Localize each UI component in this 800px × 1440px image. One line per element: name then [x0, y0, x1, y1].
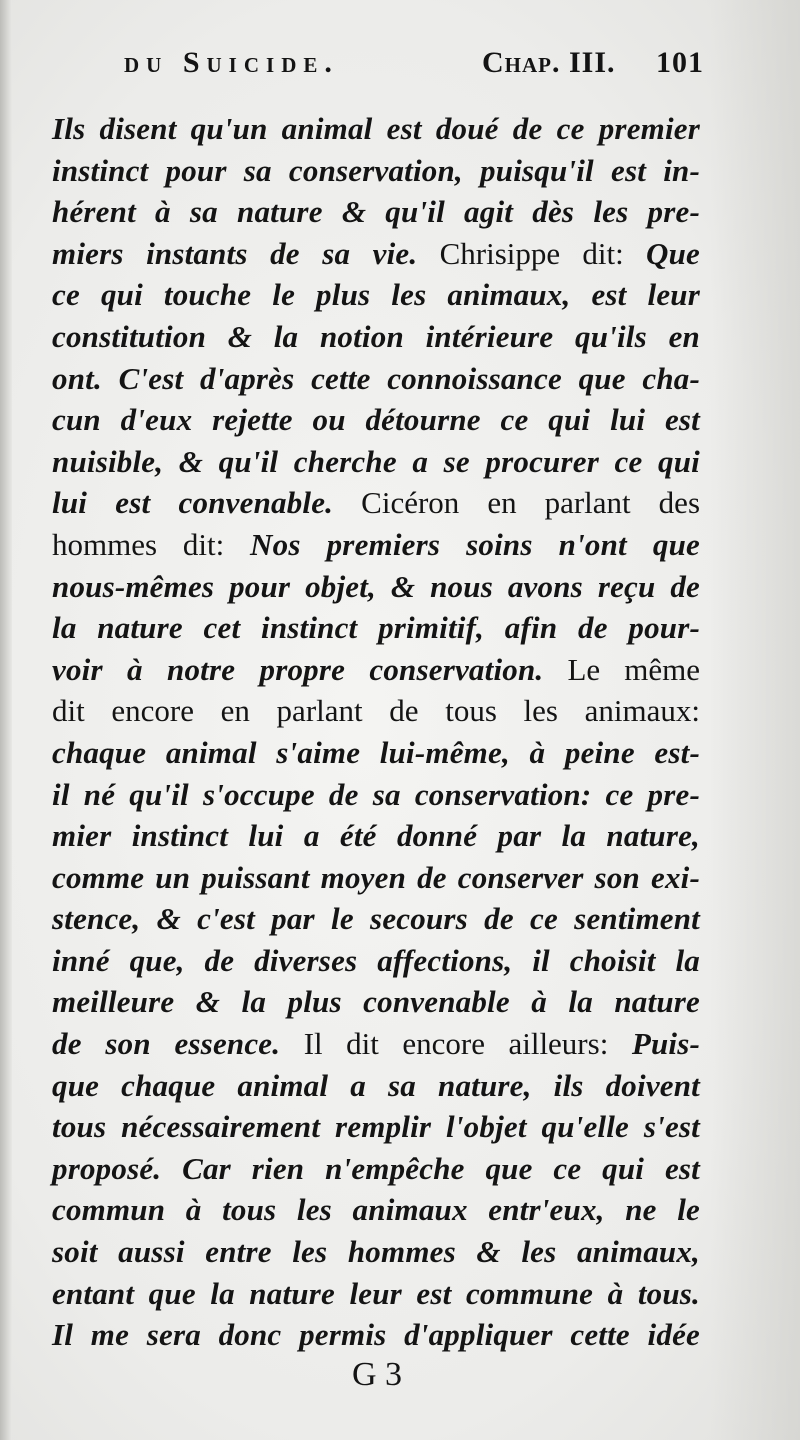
italic-text-segment: il né qu'il s'occupe de sa conservation: ce pre-	[52, 776, 700, 812]
text-line	[52, 690, 700, 732]
page-edge-shadow	[710, 0, 800, 1440]
italic-text-segment: Que	[646, 235, 701, 271]
roman-text-segment: Cicéron en parlant des	[333, 485, 701, 521]
italic-text-segment: inné que, de diverses affections, il choisit la	[52, 942, 700, 978]
roman-text-segment: Chrisippe dit:	[417, 235, 647, 271]
text-line	[52, 1065, 700, 1107]
text-line	[52, 857, 700, 899]
italic-text-segment: proposé. Car rien n'empêche que ce qui est	[52, 1150, 700, 1186]
italic-text-segment: nous-mêmes pour objet, & nous avons reçu de	[52, 568, 700, 604]
text-line	[52, 191, 700, 233]
italic-text-segment: Nos premiers soins n'ont que	[250, 526, 700, 562]
page-gutter-shadow	[0, 0, 12, 1440]
signature-mark: G 3	[352, 1356, 403, 1393]
text-line	[52, 108, 700, 150]
roman-text-segment: dit encore en parlant de tous les animaux:	[52, 693, 700, 729]
italic-text-segment: ce qui touche le plus les animaux, est leur	[52, 277, 700, 313]
italic-text-segment: hérent à sa nature & qu'il agit dès les pre-	[52, 194, 700, 230]
italic-text-segment: stence, & c'est par le secours de ce sentiment	[52, 901, 700, 937]
text-line	[52, 1189, 700, 1231]
italic-text-segment: mier instinct lui a été donné par la nature,	[52, 818, 700, 854]
roman-text-segment: Le même	[543, 651, 700, 687]
text-line	[52, 607, 700, 649]
page-number: 101	[656, 46, 704, 79]
italic-text-segment: soit aussi entre les hommes & les animaux,	[52, 1234, 700, 1270]
body-text	[52, 108, 700, 1356]
running-header	[50, 46, 710, 90]
text-line	[52, 482, 700, 524]
italic-text-segment: constitution & la notion intérieure qu'ils en	[52, 318, 700, 354]
italic-text-segment: tous nécessairement remplir l'objet qu'elle s'est	[52, 1109, 700, 1145]
text-line	[52, 441, 700, 483]
italic-text-segment: ont. C'est d'après cette connoissance que cha-	[52, 360, 700, 396]
text-line	[52, 815, 700, 857]
italic-text-segment: comme un puissant moyen de conserver son exi-	[52, 859, 700, 895]
italic-text-segment: lui est convenable.	[52, 485, 334, 521]
text-line	[52, 358, 700, 400]
italic-text-segment: instinct pour sa conservation, puisqu'il est in-	[52, 152, 700, 188]
italic-text-segment: Il me sera donc permis d'appliquer cette idée	[52, 1317, 700, 1353]
italic-text-segment: entant que la nature leur est commune à tous.	[52, 1275, 700, 1311]
text-line	[52, 524, 700, 566]
text-line	[52, 940, 700, 982]
italic-text-segment: Ils disent qu'un animal est doué de ce premier	[52, 111, 700, 146]
roman-text-segment: Il dit encore ailleurs:	[280, 1026, 632, 1062]
roman-text-segment: hommes dit:	[52, 526, 251, 562]
chapter-label: Chap. III.	[482, 46, 616, 79]
text-line	[52, 981, 700, 1023]
text-line	[52, 316, 700, 358]
italic-text-segment: meilleure & la plus convenable à la nature	[52, 984, 700, 1020]
italic-text-segment: que chaque animal a sa nature, ils doivent	[52, 1067, 700, 1103]
text-line	[52, 774, 700, 816]
running-title: du Suicide.	[124, 46, 339, 79]
text-line	[52, 566, 700, 608]
italic-text-segment: de son essence.	[52, 1026, 281, 1062]
text-line	[52, 233, 700, 275]
text-line	[52, 399, 700, 441]
text-line	[52, 1273, 700, 1315]
text-line	[52, 1148, 700, 1190]
italic-text-segment: chaque animal s'aime lui-même, à peine est-	[52, 734, 700, 770]
text-line	[52, 1106, 700, 1148]
italic-text-segment: voir à notre propre conservation.	[52, 651, 544, 687]
italic-text-segment: nuisible, & qu'il cherche a se procurer ce qui	[52, 443, 700, 479]
text-line	[52, 898, 700, 940]
text-line	[52, 732, 700, 774]
italic-text-segment: miers instants de sa vie.	[52, 235, 418, 271]
text-line	[52, 649, 700, 691]
italic-text-segment: la nature cet instinct primitif, afin de pour-	[52, 610, 700, 646]
text-line	[52, 274, 700, 316]
italic-text-segment: commun à tous les animaux entr'eux, ne le	[52, 1192, 700, 1228]
italic-text-segment: cun d'eux rejette ou détourne ce qui lui est	[52, 402, 700, 438]
text-line	[52, 1023, 700, 1065]
text-line	[52, 150, 700, 192]
italic-text-segment: Puis-	[631, 1026, 700, 1062]
text-line	[52, 1314, 700, 1356]
text-line	[52, 1231, 700, 1273]
